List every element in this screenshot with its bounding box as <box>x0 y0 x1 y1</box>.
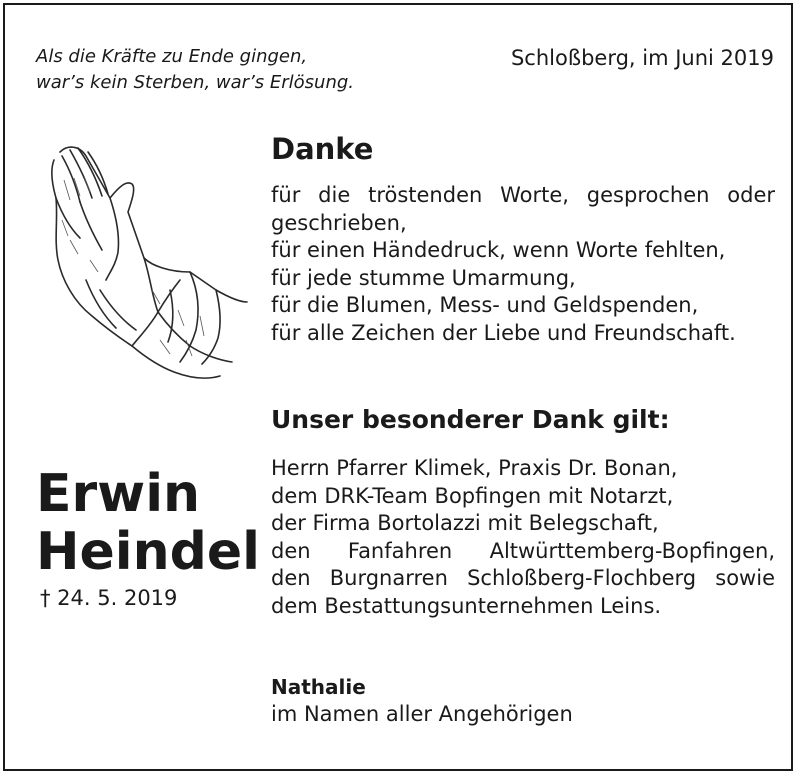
thanks-line: für die tröstenden Worte, gesprochen oder <box>271 183 775 207</box>
thanks-line: für jede stumme Umarmung, <box>271 265 576 290</box>
deceased-first-name: Erwin <box>36 464 201 524</box>
thanks-line: für alle Zeichen der Liebe und Freundschaft. <box>271 320 736 345</box>
special-thanks-line: den Fanfahren Altwürttemberg-Bopfingen, <box>271 538 775 563</box>
place-date: Schloßberg, im Juni 2019 <box>510 46 774 70</box>
special-thanks-line: den Burgnarren Schloßberg-Flochberg sowie <box>271 566 775 590</box>
notice-border <box>3 3 793 771</box>
thanks-line: geschrieben, <box>271 210 407 235</box>
special-thanks-line: dem DRK-Team Bopfingen mit Notarzt, <box>271 483 674 508</box>
motto <box>36 44 354 96</box>
deceased-name <box>36 465 260 581</box>
thanks-text <box>271 182 775 347</box>
thanks-line: für die Blumen, Mess- und Geldspenden, <box>271 293 699 317</box>
thanks-title: Danke <box>271 132 374 166</box>
motto-line-1: Als die Kräfte zu Ende gingen, <box>36 46 308 67</box>
special-thanks-line: dem Bestattungsunternehmen Leins. <box>271 593 662 618</box>
motto-line-2: war’s kein Sterben, war’s Erlösung. <box>36 72 355 93</box>
death-date: † 24. 5. 2019 <box>40 586 178 610</box>
special-thanks-text <box>271 455 775 620</box>
special-thanks-title: Unser besonderer Dank gilt: <box>271 405 670 434</box>
deceased-last-name: Heindel <box>36 522 260 582</box>
signature-name: Nathalie <box>271 675 366 699</box>
special-thanks-line: Herrn Pfarrer Klimek, Praxis Dr. Bonan, <box>271 456 678 480</box>
signature-subtitle: im Namen aller Angehörigen <box>271 702 573 726</box>
special-thanks-line: der Firma Bortolazzi mit Belegschaft, <box>271 511 659 535</box>
praying-hands-icon <box>40 140 255 385</box>
thanks-line: für einen Händedruck, wenn Worte fehlten, <box>271 238 726 262</box>
